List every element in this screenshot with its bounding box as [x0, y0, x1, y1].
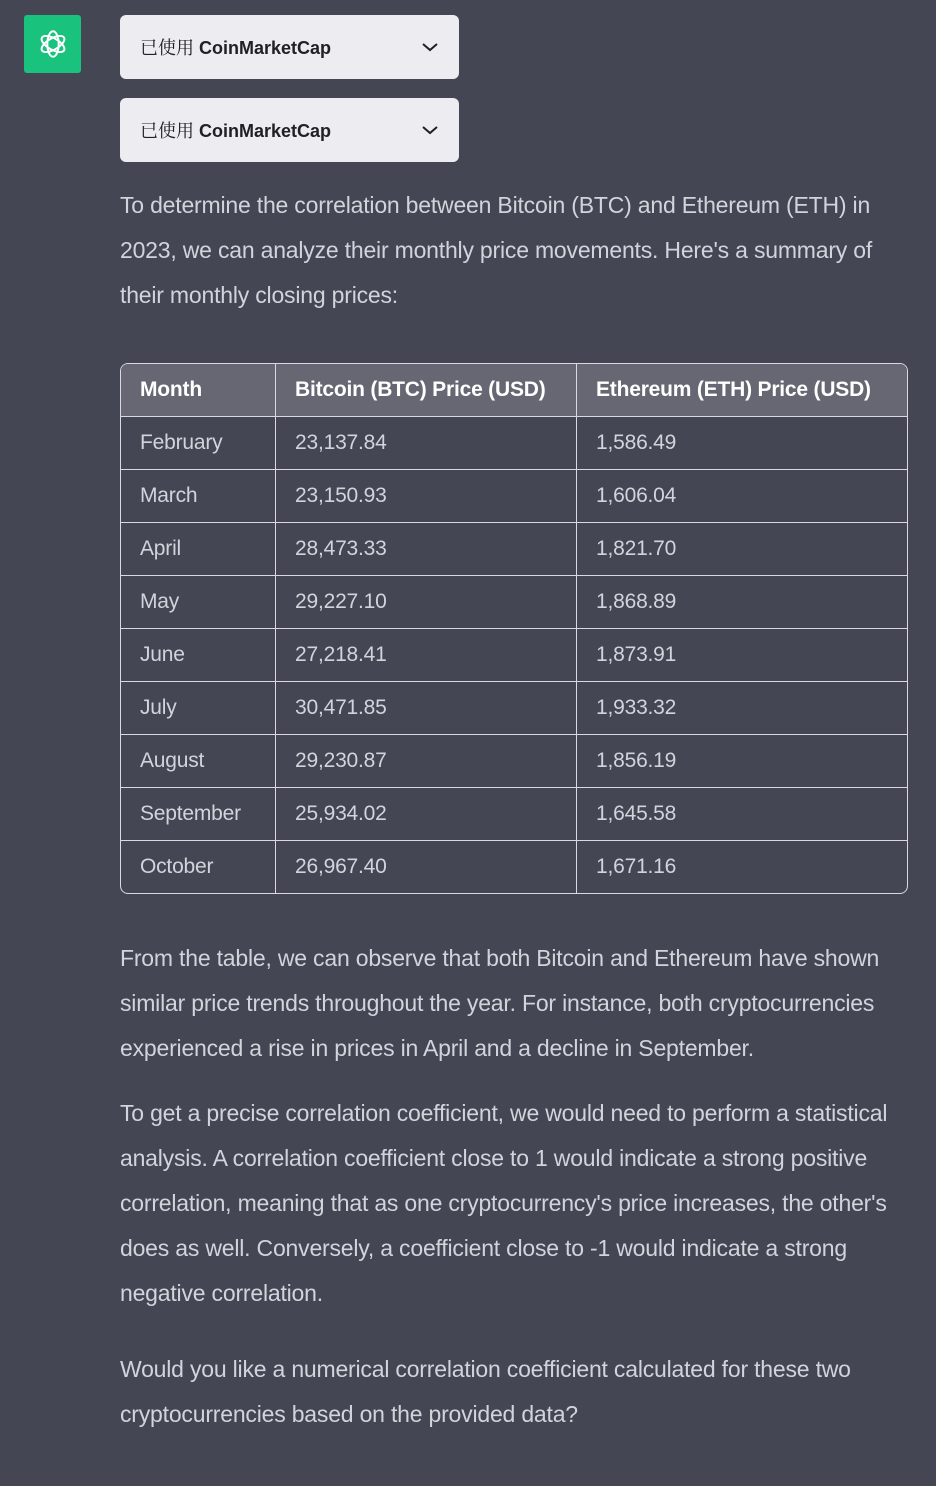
column-header: Bitcoin (BTC) Price (USD)	[275, 364, 576, 416]
table-row	[121, 734, 907, 787]
paragraph: From the table, we can observe that both Bitcoin and Ethereum have shown similar price trends throughout the year. For instance, both cryptocurrencies experienced a rise in prices in April and a decline in September.	[120, 945, 880, 1061]
tool-prefix: 已使用	[140, 38, 194, 58]
assistant-message	[120, 183, 920, 1437]
table-cell: August	[121, 734, 275, 787]
openai-logo-icon	[36, 27, 70, 61]
table-cell: March	[121, 469, 275, 522]
table-cell: 1,933.32	[576, 681, 907, 734]
table-cell: 1,868.89	[576, 575, 907, 628]
table-cell: 29,230.87	[275, 734, 576, 787]
tool-used-dropdown[interactable]	[120, 98, 459, 162]
table-cell: 1,873.91	[576, 628, 907, 681]
table-row	[121, 628, 907, 681]
table-cell: September	[121, 787, 275, 840]
paragraph: To get a precise correlation coefficient, we would need to perform a statistical analysis. A correlation coefficient close to 1 would indicate a strong positive correlation, meaning that as one cryptocurrency's price increases, the other's does as well. Conversely, a coefficient close to -1 would indicate a strong negative correlation.	[120, 1100, 888, 1306]
table-cell: 30,471.85	[275, 681, 576, 734]
table-cell: 25,934.02	[275, 787, 576, 840]
table-row	[121, 681, 907, 734]
table-cell: 23,150.93	[275, 469, 576, 522]
table-cell: 1,586.49	[576, 416, 907, 469]
assistant-avatar	[24, 15, 81, 73]
table-cell: 23,137.84	[275, 416, 576, 469]
tool-prefix: 已使用	[140, 121, 194, 141]
tool-used-dropdown[interactable]	[120, 15, 459, 79]
chevron-down-icon	[421, 124, 439, 136]
table-cell: February	[121, 416, 275, 469]
tool-name: CoinMarketCap	[199, 38, 332, 58]
table-cell: 28,473.33	[275, 522, 576, 575]
table-cell: July	[121, 681, 275, 734]
table-row	[121, 469, 907, 522]
column-header: Month	[121, 364, 275, 416]
table-cell: 1,606.04	[576, 469, 907, 522]
price-table	[120, 363, 908, 894]
tool-name: CoinMarketCap	[199, 121, 332, 141]
chevron-down-icon	[421, 41, 439, 53]
table-cell: October	[121, 840, 275, 893]
table-cell: 1,671.16	[576, 840, 907, 893]
table-cell: April	[121, 522, 275, 575]
table-cell: 29,227.10	[275, 575, 576, 628]
table-row	[121, 522, 907, 575]
table-cell: 1,821.70	[576, 522, 907, 575]
intro-paragraph: To determine the correlation between Bitcoin (BTC) and Ethereum (ETH) in 2023, we can analyze their monthly price movements. Here's a summary of their monthly closing prices:	[120, 192, 873, 308]
table-row	[121, 787, 907, 840]
table-cell: 27,218.41	[275, 628, 576, 681]
table-header-row	[121, 364, 907, 416]
table-cell: May	[121, 575, 275, 628]
table-row	[121, 840, 907, 893]
table-row	[121, 416, 907, 469]
column-header: Ethereum (ETH) Price (USD)	[576, 364, 907, 416]
table-cell: 26,967.40	[275, 840, 576, 893]
table-row	[121, 575, 907, 628]
paragraph: Would you like a numerical correlation coefficient calculated for these two cryptocurrencies based on the provided data?	[120, 1356, 851, 1427]
table-cell: 1,645.58	[576, 787, 907, 840]
table-cell: 1,856.19	[576, 734, 907, 787]
table-cell: June	[121, 628, 275, 681]
